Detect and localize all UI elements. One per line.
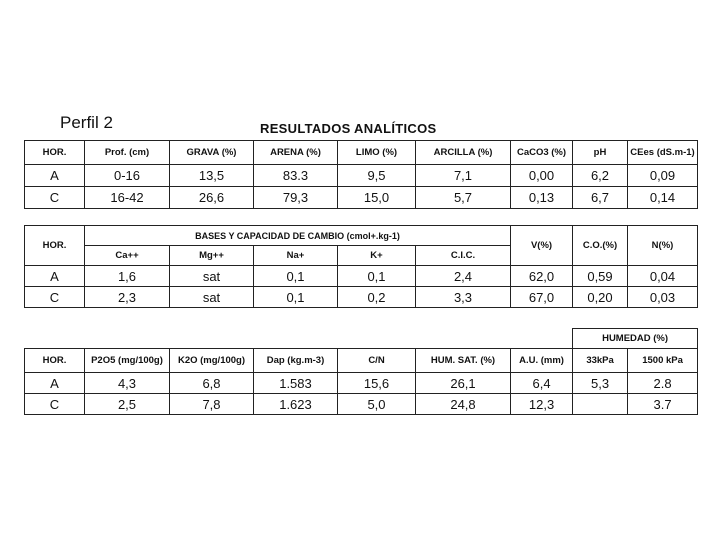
table-cell: A (25, 266, 85, 287)
table-cell: 2,3 (85, 287, 170, 308)
table-cell: sat (170, 287, 254, 308)
table-cell: 79,3 (254, 187, 338, 209)
table-cell: 62,0 (511, 266, 573, 287)
table-cell: 13,5 (170, 165, 254, 187)
header-cell: HOR. (25, 349, 85, 373)
table-cell: 5,3 (573, 373, 628, 394)
table-cell: 26,1 (416, 373, 511, 394)
header-cell: C/N (338, 349, 416, 373)
results-table-granulometry (24, 140, 698, 209)
header-cell: C.I.C. (416, 246, 511, 266)
table-cell: 0,04 (628, 266, 698, 287)
table-header-row (25, 141, 698, 165)
table-cell: 0,14 (628, 187, 698, 209)
header-cell: ARENA (%) (254, 141, 338, 165)
header-cell: N(%) (628, 226, 698, 266)
table-cell: C (25, 187, 85, 209)
table-cell: 9,5 (338, 165, 416, 187)
table-cell: 0-16 (85, 165, 170, 187)
table-cell: 6,2 (573, 165, 628, 187)
header-cell: P2O5 (mg/100g) (85, 349, 170, 373)
table-cell: A (25, 165, 85, 187)
header-cell: Mg++ (170, 246, 254, 266)
table-cell: sat (170, 266, 254, 287)
header-cell: K2O (mg/100g) (170, 349, 254, 373)
header-cell: LIMO (%) (338, 141, 416, 165)
header-cell: C.O.(%) (573, 226, 628, 266)
table-cell: 0,59 (573, 266, 628, 287)
table-cell: 0,1 (254, 266, 338, 287)
header-cell: Ca++ (85, 246, 170, 266)
table-cell: 1,6 (85, 266, 170, 287)
header-cell: pH (573, 141, 628, 165)
table-cell: 6,4 (511, 373, 573, 394)
table-cell: 0,20 (573, 287, 628, 308)
table-cell: 0,1 (338, 266, 416, 287)
table-cell: 3.7 (628, 394, 698, 415)
header-cell: CaCO3 (%) (511, 141, 573, 165)
table-cell: 7,8 (170, 394, 254, 415)
results-table-humidity (24, 328, 698, 415)
table-cell: 16-42 (85, 187, 170, 209)
header-cell: V(%) (511, 226, 573, 266)
table-cell: 6,8 (170, 373, 254, 394)
table-cell: C (25, 287, 85, 308)
header-cell: CEes (dS.m-1) (628, 141, 698, 165)
table-cell: 1.623 (254, 394, 338, 415)
table-cell: 0,03 (628, 287, 698, 308)
header-cell: ARCILLA (%) (416, 141, 511, 165)
header-cell: 33kPa (573, 349, 628, 373)
table-cell: 12,3 (511, 394, 573, 415)
table-cell: 24,8 (416, 394, 511, 415)
table-cell: 2,4 (416, 266, 511, 287)
table-cell: 2.8 (628, 373, 698, 394)
table-cell: 67,0 (511, 287, 573, 308)
header-cell: HUM. SAT. (%) (416, 349, 511, 373)
table-cell: 5,0 (338, 394, 416, 415)
profile-label: Perfil 2 (60, 113, 113, 132)
header-cell: Na+ (254, 246, 338, 266)
header-cell: 1500 kPa (628, 349, 698, 373)
empty-cell (25, 329, 573, 349)
table-cell: 2,5 (85, 394, 170, 415)
header-cell: GRAVA (%) (170, 141, 254, 165)
table-cell: 1.583 (254, 373, 338, 394)
header-cell: K+ (338, 246, 416, 266)
header-cell: Dap (kg.m-3) (254, 349, 338, 373)
table-cell: 3,3 (416, 287, 511, 308)
table-row (25, 187, 698, 209)
table-row (25, 287, 698, 308)
table-cell: 0,09 (628, 165, 698, 187)
table-cell: 7,1 (416, 165, 511, 187)
table-cell: 5,7 (416, 187, 511, 209)
table-cell: 0,1 (254, 287, 338, 308)
table-header-row (25, 349, 698, 373)
table-cell: A (25, 373, 85, 394)
table-row (25, 373, 698, 394)
table-cell: 15,0 (338, 187, 416, 209)
header-cell: A.U. (mm) (511, 349, 573, 373)
table-cell: 15,6 (338, 373, 416, 394)
table-cell: C (25, 394, 85, 415)
table-cell: 0,13 (511, 187, 573, 209)
results-table-bases (24, 225, 698, 308)
group-header: HUMEDAD (%) (573, 329, 698, 349)
header-cell: HOR. (25, 226, 85, 266)
table-cell (573, 394, 628, 415)
table-group-row (25, 226, 698, 246)
table-cell: 83.3 (254, 165, 338, 187)
table-row (25, 394, 698, 415)
page-title: RESULTADOS ANALÍTICOS (260, 121, 437, 136)
table-cell: 0,2 (338, 287, 416, 308)
header-cell: Prof. (cm) (85, 141, 170, 165)
group-header: BASES Y CAPACIDAD DE CAMBIO (cmol+.kg-1) (85, 226, 511, 246)
table-row (25, 266, 698, 287)
header-cell: HOR. (25, 141, 85, 165)
table-group-row (25, 329, 698, 349)
table-cell: 4,3 (85, 373, 170, 394)
table-cell: 26,6 (170, 187, 254, 209)
table-cell: 0,00 (511, 165, 573, 187)
table-cell: 6,7 (573, 187, 628, 209)
table-row (25, 165, 698, 187)
